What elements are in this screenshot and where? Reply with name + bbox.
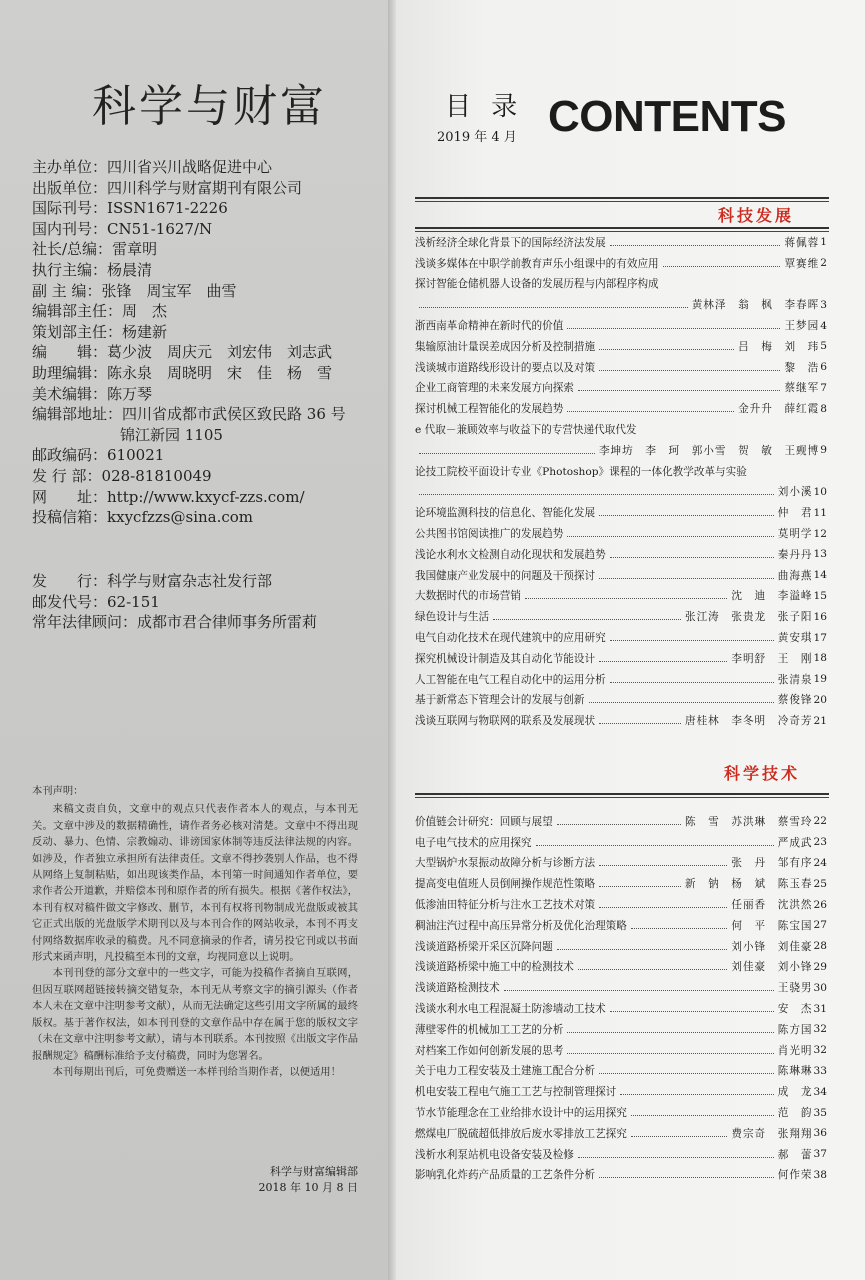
masthead-label: 主办单位： [32, 158, 108, 176]
masthead-value: 028-81810049 [101, 466, 212, 485]
toc-item-title: 对档案工作如何创新发展的思考 [415, 1044, 564, 1057]
toc-item-authors: 肖光明 [777, 1044, 813, 1057]
masthead-row [32, 507, 382, 528]
toc-item-title: 探讨智能仓储机器人设备的发展历程与内部程序构成 [415, 278, 659, 291]
toc-item-page: 28 [813, 940, 827, 953]
toc-item-page: 16 [813, 610, 827, 623]
section-title-science-technology: 科学技术 [724, 764, 801, 783]
masthead-row [32, 445, 382, 466]
toc-item-title: 影响乳化炸药产品质量的工艺条件分析 [415, 1169, 596, 1182]
masthead-value: 四川省成都市武侯区致民路 36 号 [122, 405, 346, 424]
toc-leader-dots [536, 845, 774, 846]
toc-item-authors: 黄安琪 [777, 632, 813, 645]
masthead-value: 四川科学与财富期刊有限公司 [107, 178, 303, 197]
toc-item-authors: 刘小锋 刘佳豪 [731, 940, 813, 953]
toc-item[interactable] [415, 1040, 827, 1061]
toc-item[interactable] [415, 232, 827, 253]
toc-item-title: 浅谈城市道路线形设计的要点以及对策 [415, 361, 596, 374]
toc-item[interactable] [415, 606, 827, 627]
toc-item[interactable] [415, 690, 827, 711]
toc-item-page: 37 [813, 1148, 827, 1161]
toc-item-authors: 成 龙 [777, 1086, 813, 1099]
masthead-row [32, 487, 382, 508]
masthead-row [32, 592, 382, 613]
masthead-label: 执行主编： [32, 260, 108, 279]
toc-item[interactable] [415, 1019, 827, 1040]
toc-item-page: 26 [813, 898, 827, 911]
masthead-row [32, 260, 382, 281]
toc-heading: 目 录 [445, 92, 524, 122]
toc-leader-dots [419, 307, 688, 308]
toc-item-page: 21 [813, 714, 827, 727]
toc-item[interactable] [415, 957, 827, 978]
toc-item-authors: 张江涛 张贵龙 张子阳 [684, 611, 813, 624]
notice-paragraph: 本刊每期出刊后，可免费赠送一本样刊给当期作者，以便适用！ [52, 1065, 341, 1078]
toc-item-title: e 代取－兼顾效率与收益下的专营快递代取代发 [415, 424, 637, 437]
masthead-value: 四川省兴川战略促进中心 [107, 158, 273, 176]
toc-item-authors: 张 丹 邹有序 [731, 857, 813, 870]
editorial-signature [238, 1164, 358, 1196]
toc-leader-dots [567, 536, 773, 537]
masthead-value: ISSN1671-2226 [107, 199, 228, 218]
masthead-label: 编 辑： [32, 343, 108, 362]
toc-item[interactable] [415, 936, 827, 957]
toc-item-authors: 李明舒 王 刚 [731, 652, 813, 665]
toc-item[interactable] [415, 544, 827, 565]
masthead-row [32, 157, 382, 178]
toc-item[interactable] [415, 894, 827, 915]
toc-item-authors: 黄林泽 翁 枫 李春晖 [691, 299, 820, 312]
toc-item-page: 14 [813, 569, 827, 582]
masthead-value: 锦江新园 1105 [120, 425, 223, 444]
masthead-label: 副 主 编： [32, 281, 102, 300]
toc-item-line [415, 274, 827, 295]
masthead-label: 发 行 部： [32, 466, 102, 485]
masthead-value: 610021 [107, 446, 165, 465]
toc-leader-dots [599, 515, 774, 516]
masthead-value: 杨建新 [122, 322, 168, 341]
toc-leader-dots [557, 949, 728, 950]
contents-label: CONTENTS [548, 92, 786, 141]
toc-leader-dots [419, 494, 774, 495]
toc-item[interactable] [415, 502, 827, 523]
toc-item-authors: 安 杰 [777, 1003, 813, 1016]
toc-item[interactable] [415, 627, 827, 648]
toc-item[interactable] [415, 378, 827, 399]
toc-item-title: 基于新常态下管理会计的发展与创新 [415, 694, 585, 707]
toc-item-title: 浅谈道路桥梁开采区沉降问题 [415, 940, 553, 953]
toc-item-title: 稠油注汽过程中高压异常分析及优化治理策略 [415, 919, 627, 932]
toc-item[interactable] [415, 398, 827, 419]
masthead-row [32, 301, 382, 322]
toc-item-authors: 费宗奇 张翔翔 [731, 1127, 813, 1140]
toc-item-title: 浅谈道路桥梁中施工中的检测技术 [415, 961, 574, 974]
toc-item-authors: 王梦园 [784, 320, 820, 333]
toc-leader-dots [599, 661, 727, 662]
toc-item[interactable] [415, 977, 827, 998]
toc-item[interactable] [415, 1081, 827, 1102]
toc-leader-dots [589, 702, 774, 703]
toc-item-authors: 陈方国 [777, 1023, 813, 1036]
toc-item[interactable] [415, 336, 827, 357]
masthead-label: 常年法律顾问： [32, 613, 138, 632]
masthead-value: 雷章明 [112, 240, 158, 259]
section-title-tech-development: 科技发展 [718, 206, 795, 225]
masthead-label: 编辑部主任： [32, 302, 123, 321]
toc-item-authors: 何作荣 [777, 1169, 813, 1182]
toc-leader-dots [599, 723, 681, 724]
toc-list-tech-development [415, 232, 827, 731]
sign-org: 科学与财富编辑部 [270, 1165, 358, 1178]
toc-item-authors: 莫明学 [777, 528, 813, 541]
toc-item-authors: 新 钠 杨 斌 陈玉春 [684, 878, 813, 891]
toc-leader-dots [567, 1032, 773, 1033]
masthead-row [32, 219, 382, 240]
toc-item-title: 提高变电值班人员倒闸操作规范性策略 [415, 878, 596, 891]
toc-item-page: 15 [813, 589, 827, 602]
masthead-row [32, 425, 382, 446]
section-rule [415, 197, 829, 201]
toc-leader-dots [599, 1177, 774, 1178]
toc-item-authors: 陈琳琳 [777, 1065, 813, 1078]
toc-item-page: 35 [813, 1106, 827, 1119]
masthead-value: 张锋 周宝军 曲雪 [101, 281, 237, 300]
toc-leader-dots [504, 990, 774, 991]
toc-item-authors: 金升升 薛红霞 [738, 403, 820, 416]
toc-leader-dots [578, 969, 727, 970]
toc-item-page: 19 [813, 673, 827, 686]
toc-item-page: 32 [813, 1023, 827, 1036]
masthead-label: 邮政编码： [32, 446, 108, 465]
toc-item-authors: 黎 浩 [784, 361, 820, 374]
toc-leader-dots [567, 328, 780, 329]
masthead-row [32, 342, 382, 363]
masthead-label: 投稿信箱： [32, 508, 108, 527]
notice-paragraph: 来稿文责自负，文章中的观点只代表作者本人的观点，与本刊无关。文章中涉及的数据精确性，请作者务必核对清楚。文章中不得出现反动、暴力、色情、宗教煽动、诽谤国家体制等违反法律法规的内容。如涉及，作者独立承担所有法律责任。文章不得抄袭别人作品，也不得从网络上复制粘贴，如出现该类作品，本刊第一时间通知作者单位，要求作者公开道歉，并赔偿本刊和原作者的所有损失。根据《著作权法》，本刊有权对稿件做文字修改、删节，本刊有权将刊物制成光盘版或被其它正式出版的光盘版学术期刊以及与本刊合作的网站收录，本刊不再支付网络数据库收录的稿费。凡不同意摘录的作者，请另投它刊或以书面形式来函声明，凡投稿至本刊的文章，均视同意以上说明。 [32, 803, 358, 964]
toc-item-page: 2 [820, 257, 827, 270]
toc-leader-dots [631, 1115, 774, 1116]
toc-item-title: 公共图书馆阅读推广的发展趋势 [415, 528, 564, 541]
toc-item[interactable] [415, 357, 827, 378]
toc-item-authors: 李坤坊 李 珂 郭小雪 贺 敏 王觋博 [598, 444, 820, 457]
toc-item-page: 9 [820, 444, 827, 457]
toc-item[interactable] [415, 811, 827, 832]
toc-leader-dots [578, 390, 781, 391]
masthead-label: 国内刊号： [32, 219, 108, 238]
toc-item-title: 浙西南革命精神在新时代的价值 [415, 320, 564, 333]
toc-item-title: 论技工院校平面设计专业《Photoshop》课程的一体化教学改革与实验 [415, 465, 747, 478]
toc-item-page: 13 [813, 548, 827, 561]
toc-item-title: 浅谈多媒体在中职学前教育声乐小组课中的有效应用 [415, 257, 659, 270]
toc-item-authors: 秦丹丹 [777, 548, 813, 561]
toc-item-authors: 郝 蕾 [777, 1148, 813, 1161]
masthead-row [32, 384, 382, 405]
toc-item-line [415, 419, 827, 440]
toc-item-page: 22 [813, 815, 827, 828]
toc-item-title: 探讨机械工程智能化的发展趋势 [415, 403, 564, 416]
toc-item[interactable] [415, 586, 827, 607]
toc-item-page: 36 [813, 1127, 827, 1140]
toc-item-authors: 蔡俊锋 [777, 694, 813, 707]
toc-item[interactable] [415, 1061, 827, 1082]
toc-item[interactable] [415, 565, 827, 586]
masthead-row [32, 281, 382, 302]
toc-item[interactable] [415, 648, 827, 669]
masthead-row [32, 322, 382, 343]
toc-item-title: 燃煤电厂脱硫超低排放后废水零排放工艺探究 [415, 1127, 627, 1140]
toc-leader-dots [599, 886, 681, 887]
toc-item-page: 31 [813, 1002, 827, 1015]
masthead-value: 陈永泉 周晓明 宋 佳 杨 雪 [107, 363, 333, 382]
toc-item-page: 10 [813, 485, 827, 498]
toc-item[interactable] [415, 315, 827, 336]
toc-leader-dots [419, 453, 595, 454]
toc-leader-dots [578, 1157, 774, 1158]
journal-notice [32, 783, 358, 1080]
toc-list-science-technology [415, 811, 827, 1185]
toc-leader-dots [610, 682, 774, 683]
masthead-row [32, 363, 382, 384]
toc-leader-dots [599, 907, 727, 908]
notice-paragraph: 本刊刊登的部分文章中的一些文字，可能为投稿作者摘自互联网，但因互联网超链接转摘交错复杂，本刊无从考察文字的摘引源头（作者本人未在文章中注明参考文献），从而无法确定这些引用文字所属的最终版权。基于著作权法，如本刊刊登的文章作品中存在属于您的版权文字（未在文章中注明参考文献），请与本刊联系。本刊按照《出版文字作品报酬规定》稿酬标准给予支付稿费，同时为您署名。 [32, 967, 358, 1062]
toc-item-authors: 仲 君 [777, 507, 813, 520]
masthead-label: 发 行： [32, 572, 108, 590]
masthead-row [32, 404, 382, 425]
toc-leader-dots [610, 640, 774, 641]
masthead-label: 网 址： [32, 487, 108, 506]
toc-item-page: 6 [820, 361, 827, 374]
masthead-value: 周 杰 [122, 302, 168, 321]
masthead-value: 杨晨清 [107, 260, 153, 279]
masthead-value: 陈万琴 [107, 384, 153, 403]
toc-item-title: 价值链会计研究：回顾与展望 [415, 815, 553, 828]
toc-item-page: 7 [820, 381, 827, 394]
issue-date: 2019 年 4 月 [437, 130, 517, 145]
toc-item-title: 薄壁零件的机械加工工艺的分析 [415, 1023, 564, 1036]
toc-item[interactable] [415, 1165, 827, 1186]
toc-item-page: 27 [813, 919, 827, 932]
toc-item-page: 30 [813, 981, 827, 994]
toc-item-title: 集输原油计量误差成因分析及控制措施 [415, 340, 596, 353]
toc-item-authors: 曲海燕 [777, 569, 813, 582]
toc-leader-dots [567, 411, 734, 412]
masthead-label: 社长/总编： [32, 240, 113, 259]
toc-item-page: 12 [813, 527, 827, 540]
toc-item-authors: 沈 迪 李溢峰 [731, 590, 813, 603]
toc-item-authors: 任丽香 沈洪然 [731, 899, 813, 912]
toc-item-authors: 刘小溪 [777, 486, 813, 499]
toc-leader-dots [599, 349, 734, 350]
toc-item-title: 浅谈道路检测技术 [415, 982, 500, 995]
toc-item[interactable] [415, 873, 827, 894]
toc-item[interactable] [415, 274, 827, 316]
toc-leader-dots [599, 578, 774, 579]
toc-item-title: 浅论水利水文检测自动化现状和发展趋势 [415, 548, 606, 561]
toc-item[interactable] [415, 669, 827, 690]
toc-item-title: 探究机械设计制造及其自动化节能设计 [415, 652, 596, 665]
toc-item-page: 3 [820, 298, 827, 311]
toc-item-page: 33 [813, 1064, 827, 1077]
toc-item[interactable] [415, 853, 827, 874]
toc-leader-dots [610, 245, 781, 246]
toc-item-authors: 严成武 [777, 836, 813, 849]
section-rule [415, 227, 829, 231]
toc-item-page: 24 [813, 856, 827, 869]
toc-item-title: 浅谈互联网与物联网的联系及发展现状 [415, 715, 596, 728]
toc-leader-dots [631, 1136, 727, 1137]
masthead-label: 编辑部地址： [32, 405, 123, 424]
masthead-label: 国际刊号： [32, 199, 108, 218]
toc-item-authors: 王骁男 [777, 982, 813, 995]
masthead-row [32, 239, 382, 260]
masthead-row [32, 571, 382, 592]
toc-item-line [415, 294, 827, 315]
toc-item-authors: 吕 梅 刘 玮 [738, 340, 820, 353]
masthead-row [32, 198, 382, 219]
toc-item-page: 38 [813, 1168, 827, 1181]
toc-item[interactable] [415, 523, 827, 544]
toc-item[interactable] [415, 710, 827, 731]
toc-item-page: 20 [813, 693, 827, 706]
toc-leader-dots [631, 928, 727, 929]
masthead [32, 157, 382, 528]
masthead-value: kxycfzzs@sina.com [107, 508, 254, 527]
toc-item-page: 11 [813, 506, 827, 519]
toc-item-title: 浅析水利泵站机电设备安装及检修 [415, 1148, 574, 1161]
toc-item-authors: 蔡继军 [784, 382, 820, 395]
toc-leader-dots [567, 1053, 773, 1054]
toc-item-page: 1 [820, 236, 827, 249]
toc-item-authors: 刘佳豪 刘小锋 [731, 961, 813, 974]
toc-item-title: 浅谈水利水电工程混凝土防渗墙动工技术 [415, 1003, 606, 1016]
toc-leader-dots [610, 557, 774, 558]
toc-item-authors: 覃赛维 [784, 257, 820, 270]
sign-date: 2018 年 10 月 8 日 [258, 1181, 358, 1194]
masthead-label: 出版单位： [32, 178, 108, 197]
toc-item-page: 34 [813, 1085, 827, 1098]
page-spine [388, 0, 396, 1280]
toc-item[interactable] [415, 1123, 827, 1144]
toc-item-title: 大数据时代的市场营销 [415, 590, 521, 603]
toc-item[interactable] [415, 915, 827, 936]
toc-item-title: 节水节能理念在工业给排水设计中的运用探究 [415, 1107, 627, 1120]
toc-item-page: 4 [820, 319, 827, 332]
masthead-value: 成都市君合律师事务所雷莉 [137, 613, 318, 632]
toc-item-title: 绿色设计与生活 [415, 611, 490, 624]
toc-leader-dots [599, 1073, 774, 1074]
magazine-title: 科学与财富 [92, 81, 327, 132]
masthead-label: 助理编辑： [32, 363, 108, 382]
toc-item-photoshop[interactable] [415, 461, 827, 503]
toc-item-title: 关于电力工程安装及土建施工配合分析 [415, 1065, 596, 1078]
masthead-value: 科学与财富杂志社发行部 [107, 572, 273, 590]
masthead-value: 葛少波 周庆元 刘宏伟 刘志武 [107, 343, 333, 362]
toc-item-title: 电气自动化技术在现代建筑中的应用研究 [415, 632, 606, 645]
toc-item[interactable] [415, 419, 827, 461]
toc-item-title: 机电安装工程电气施工工艺与控制管理探讨 [415, 1086, 617, 1099]
toc-item-page: 17 [813, 631, 827, 644]
toc-leader-dots [599, 865, 727, 866]
toc-leader-dots [599, 370, 780, 371]
masthead-row [32, 466, 382, 487]
toc-item[interactable] [415, 1144, 827, 1165]
toc-leader-dots [525, 598, 727, 599]
toc-item-page: 32 [813, 1044, 827, 1057]
toc-leader-dots [610, 1011, 774, 1012]
toc-item-authors: 何 平 陈宝国 [731, 919, 813, 932]
toc-leader-dots [493, 619, 681, 620]
toc-item-page: 8 [820, 402, 827, 415]
toc-item[interactable] [415, 1102, 827, 1123]
toc-leader-dots [620, 1094, 773, 1095]
toc-item-page: 23 [813, 836, 827, 849]
toc-item-line [415, 461, 827, 482]
masthead-value: CN51-1627/N [107, 219, 213, 238]
toc-item-line [415, 440, 827, 461]
masthead-row [32, 178, 382, 199]
notice-title: 本刊声明： [32, 785, 84, 797]
masthead-value: http://www.kxycf-zzs.com/ [107, 487, 305, 506]
toc-item-page: 25 [813, 877, 827, 890]
masthead-label: 邮发代号： [32, 592, 108, 611]
toc-item-authors: 张清泉 [777, 673, 813, 686]
publishing-info [32, 571, 382, 633]
toc-item[interactable] [415, 832, 827, 853]
toc-leader-dots [557, 824, 681, 825]
toc-item-authors: 蒋佩蓉 [784, 236, 820, 249]
toc-item[interactable] [415, 253, 827, 274]
toc-item-title: 电子电气技术的应用探究 [415, 836, 532, 849]
toc-leader-dots [663, 266, 781, 267]
section-rule [415, 793, 829, 797]
toc-item-title: 低渗油田特征分析与注水工艺技术对策 [415, 899, 596, 912]
toc-item-authors: 范 韵 [777, 1107, 813, 1120]
toc-item-title: 企业工商管理的未来发展方向探索 [415, 382, 574, 395]
toc-item-title: 我国健康产业发展中的问题及干预探讨 [415, 569, 596, 582]
toc-item-authors: 唐桂林 李冬明 冷奇芳 [684, 715, 813, 728]
toc-item-line [415, 482, 827, 503]
toc-item-page: 18 [813, 652, 827, 665]
toc-item-page: 5 [820, 340, 827, 353]
toc-item-page: 29 [813, 960, 827, 973]
masthead-value: 62-151 [107, 592, 160, 611]
toc-item[interactable] [415, 998, 827, 1019]
toc-item-title: 浅析经济全球化背景下的国际经济法发展 [415, 236, 606, 249]
masthead-label: 策划部主任： [32, 322, 123, 341]
toc-item-title: 人工智能在电气工程自动化中的运用分析 [415, 673, 606, 686]
toc-item-title: 大型锅炉水泵振动故障分析与诊断方法 [415, 857, 596, 870]
masthead-row [32, 612, 382, 633]
toc-item-authors: 陈 雪 苏洪琳 蔡雪玲 [684, 815, 813, 828]
masthead-label: 美术编辑： [32, 384, 108, 403]
toc-item-title: 论环境监测科技的信息化、智能化发展 [415, 507, 596, 520]
